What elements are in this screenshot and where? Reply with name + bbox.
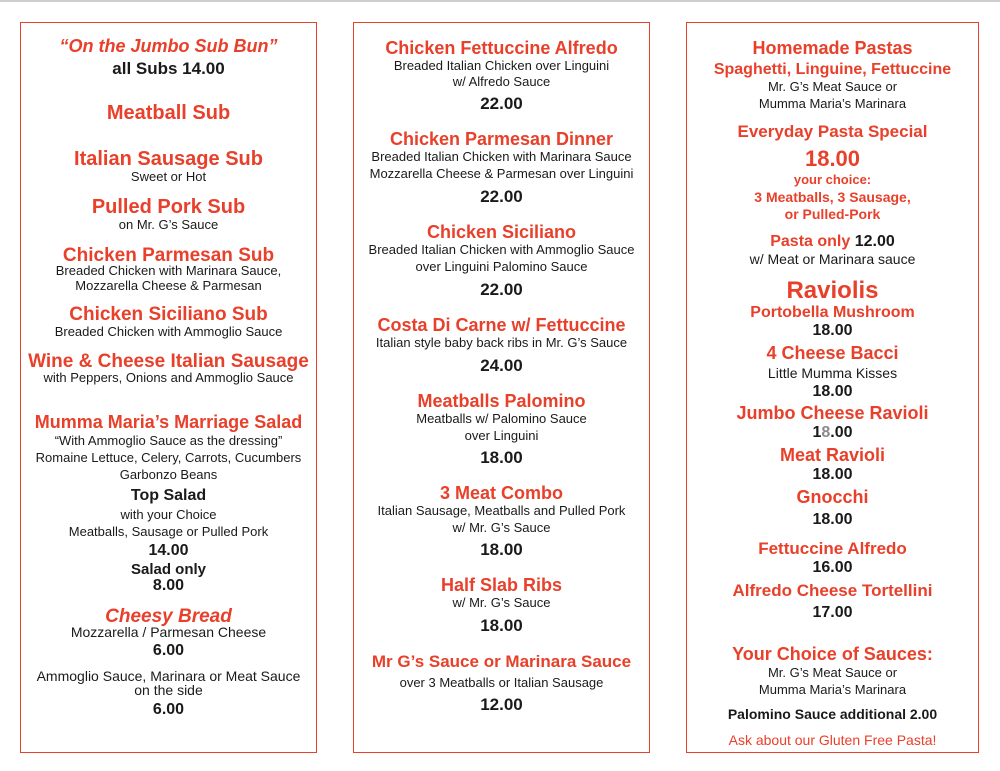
tortellini-price: 17.00 xyxy=(812,604,853,621)
gnocchi-price: 18.00 xyxy=(812,511,853,528)
sauce-plate-title: Mr G’s Sauce or Marinara Sauce xyxy=(371,652,632,671)
pulled-pork-sub-desc: on Mr. G’s Sauce xyxy=(118,217,219,232)
gluten-free-note: Ask about our Gluten Free Pasta! xyxy=(728,732,937,748)
raviolis-title: Raviolis xyxy=(786,277,879,304)
pasta-only-line xyxy=(687,233,978,251)
tortellini-title: Alfredo Cheese Tortellini xyxy=(732,581,933,600)
siciliano-price: 22.00 xyxy=(480,280,523,299)
parmesan-dinner-desc-2: Mozzarella Cheese & Parmesan over Linguini xyxy=(369,166,634,181)
pasta-special-title: Everyday Pasta Special xyxy=(737,122,928,141)
sauce-plate-desc: over 3 Meatballs or Italian Sausage xyxy=(399,675,604,690)
pastas-desc-2: Mumma Maria’s Marinara xyxy=(758,96,907,111)
pasta-special-choice-label: your choice: xyxy=(793,172,872,187)
parmesan-dinner-price: 22.00 xyxy=(480,187,523,206)
fettuccine-alfredo-price: 16.00 xyxy=(812,559,853,576)
cheese-bacci-price: 18.00 xyxy=(812,383,853,400)
italian-sausage-sub-desc: Sweet or Hot xyxy=(130,169,207,184)
meat-ravioli-title: Meat Ravioli xyxy=(779,445,886,465)
subs-heading: “On the Jumbo Sub Bun” xyxy=(59,36,278,56)
meat-combo-desc-2: w/ Mr. G’s Sauce xyxy=(452,520,551,535)
half-slab-ribs-title: Half Slab Ribs xyxy=(440,575,563,595)
pastas-desc-1: Mr. G’s Meat Sauce or xyxy=(767,79,898,94)
portobella-price: 18.00 xyxy=(812,322,853,339)
wine-cheese-sausage-title: Wine & Cheese Italian Sausage xyxy=(28,351,309,372)
pasta-special-price: 18.00 xyxy=(804,146,861,171)
meat-ravioli-price: 18.00 xyxy=(812,466,853,483)
parmesan-dinner-desc-1: Breaded Italian Chicken with Marinara Sauce xyxy=(371,149,632,164)
menu-column-dinners xyxy=(353,22,650,753)
salad-only-label: Salad only xyxy=(130,561,207,578)
subs-price: all Subs 14.00 xyxy=(112,59,225,78)
sauce-plate-price: 12.00 xyxy=(480,695,523,714)
chicken-siciliano-sub-title: Chicken Siciliano Sub xyxy=(69,304,268,325)
wine-cheese-sausage-desc: with Peppers, Onions and Ammoglio Sauce xyxy=(43,370,294,385)
parmesan-dinner-title: Chicken Parmesan Dinner xyxy=(389,129,614,149)
pasta-types: Spaghetti, Linguine, Fettuccine xyxy=(713,61,952,78)
alfredo-price: 22.00 xyxy=(480,94,523,113)
siciliano-desc-2: over Linguini Palomino Sauce xyxy=(415,259,588,274)
pasta-only-price: 12.00 xyxy=(854,233,895,250)
pasta-special-option-2: or Pulled-Pork xyxy=(784,206,881,222)
chicken-siciliano-sub-desc: Breaded Chicken with Ammoglio Sauce xyxy=(54,324,283,339)
jumbo-ravioli-price xyxy=(687,424,978,442)
siciliano-title: Chicken Siciliano xyxy=(426,222,577,242)
alfredo-desc-1: Breaded Italian Chicken over Linguini xyxy=(393,58,610,73)
menu-column-subs xyxy=(20,22,317,753)
chicken-parmesan-sub-desc-1: Breaded Chicken with Marinara Sauce, xyxy=(55,263,282,278)
jumbo-price-digit-2: 8 xyxy=(821,424,831,441)
cheesy-bread-price: 6.00 xyxy=(152,642,185,659)
sauces-title: Your Choice of Sauces: xyxy=(732,644,933,664)
jumbo-ravioli-title: Jumbo Cheese Ravioli xyxy=(736,403,929,423)
side-sauce-price: 6.00 xyxy=(152,701,185,718)
jumbo-price-decimals: .00 xyxy=(830,424,853,441)
sauces-desc-1: Mr. G’s Meat Sauce or xyxy=(767,665,898,680)
top-divider xyxy=(0,0,1000,2)
meatball-sub-title: Meatball Sub xyxy=(106,102,231,124)
cheese-bacci-title: 4 Cheese Bacci xyxy=(766,343,899,363)
homemade-pastas-title: Homemade Pastas xyxy=(752,38,913,58)
costa-di-carne-desc: Italian style baby back ribs in Mr. G’s Sauce xyxy=(375,335,628,350)
jumbo-price-digit-1: 1 xyxy=(812,424,822,441)
meatballs-palomino-title: Meatballs Palomino xyxy=(417,391,586,411)
side-sauce-desc-1: Ammoglio Sauce, Marinara or Meat Sauce xyxy=(36,668,301,684)
marriage-salad-title: Mumma Maria’s Marriage Salad xyxy=(34,412,303,432)
siciliano-desc-1: Breaded Italian Chicken with Ammoglio Sauce xyxy=(368,242,635,257)
cheesy-bread-title: Cheesy Bread xyxy=(105,606,232,627)
top-salad-title: Top Salad xyxy=(130,487,207,504)
meat-combo-title: 3 Meat Combo xyxy=(439,483,563,503)
half-slab-ribs-price: 18.00 xyxy=(480,616,523,635)
meat-combo-desc-1: Italian Sausage, Meatballs and Pulled Pork xyxy=(377,503,626,518)
top-salad-desc-2: Meatballs, Sausage or Pulled Pork xyxy=(68,524,269,539)
top-salad-desc-1: with your Choice xyxy=(120,507,217,522)
sauces-desc-2: Mumma Maria’s Marinara xyxy=(758,682,907,697)
pasta-only-desc: w/ Meat or Marinara sauce xyxy=(749,251,916,267)
pulled-pork-sub-title: Pulled Pork Sub xyxy=(91,196,246,218)
portobella-title: Portobella Mushroom xyxy=(750,304,915,321)
meatballs-palomino-desc-2: over Linguini xyxy=(464,428,539,443)
fettuccine-alfredo-title: Fettuccine Alfredo xyxy=(758,539,907,558)
costa-di-carne-price: 24.00 xyxy=(480,356,523,375)
costa-di-carne-title: Costa Di Carne w/ Fettuccine xyxy=(377,315,626,335)
meat-combo-price: 18.00 xyxy=(480,540,523,559)
menu-column-pastas xyxy=(686,22,979,753)
side-sauce-desc-2: on the side xyxy=(134,682,203,698)
meatballs-palomino-desc-1: Meatballs w/ Palomino Sauce xyxy=(416,411,587,426)
salad-only-price: 8.00 xyxy=(152,577,185,594)
marriage-salad-desc-1: “With Ammoglio Sauce as the dressing” xyxy=(54,433,283,448)
chicken-parmesan-sub-desc-2: Mozzarella Cheese & Parmesan xyxy=(75,278,262,293)
cheesy-bread-desc: Mozzarella / Parmesan Cheese xyxy=(70,624,267,640)
pasta-special-option-1: 3 Meatballs, 3 Sausage, xyxy=(754,189,911,205)
cheese-bacci-desc: Little Mumma Kisses xyxy=(767,365,898,381)
half-slab-ribs-desc: w/ Mr. G’s Sauce xyxy=(452,595,551,610)
marriage-salad-desc-2: Romaine Lettuce, Celery, Carrots, Cucumbers xyxy=(35,450,302,465)
chicken-parmesan-sub-title: Chicken Parmesan Sub xyxy=(62,245,275,266)
marriage-salad-desc-3: Garbonzo Beans xyxy=(119,467,218,482)
palomino-extra: Palomino Sauce additional 2.00 xyxy=(727,706,938,722)
gnocchi-title: Gnocchi xyxy=(796,487,869,507)
top-salad-price: 14.00 xyxy=(148,542,189,559)
italian-sausage-sub-title: Italian Sausage Sub xyxy=(74,148,263,170)
alfredo-desc-2: w/ Alfredo Sauce xyxy=(452,74,551,89)
meatballs-palomino-price: 18.00 xyxy=(480,448,523,467)
pasta-only-label: Pasta only xyxy=(770,233,851,250)
alfredo-title: Chicken Fettuccine Alfredo xyxy=(385,38,618,58)
